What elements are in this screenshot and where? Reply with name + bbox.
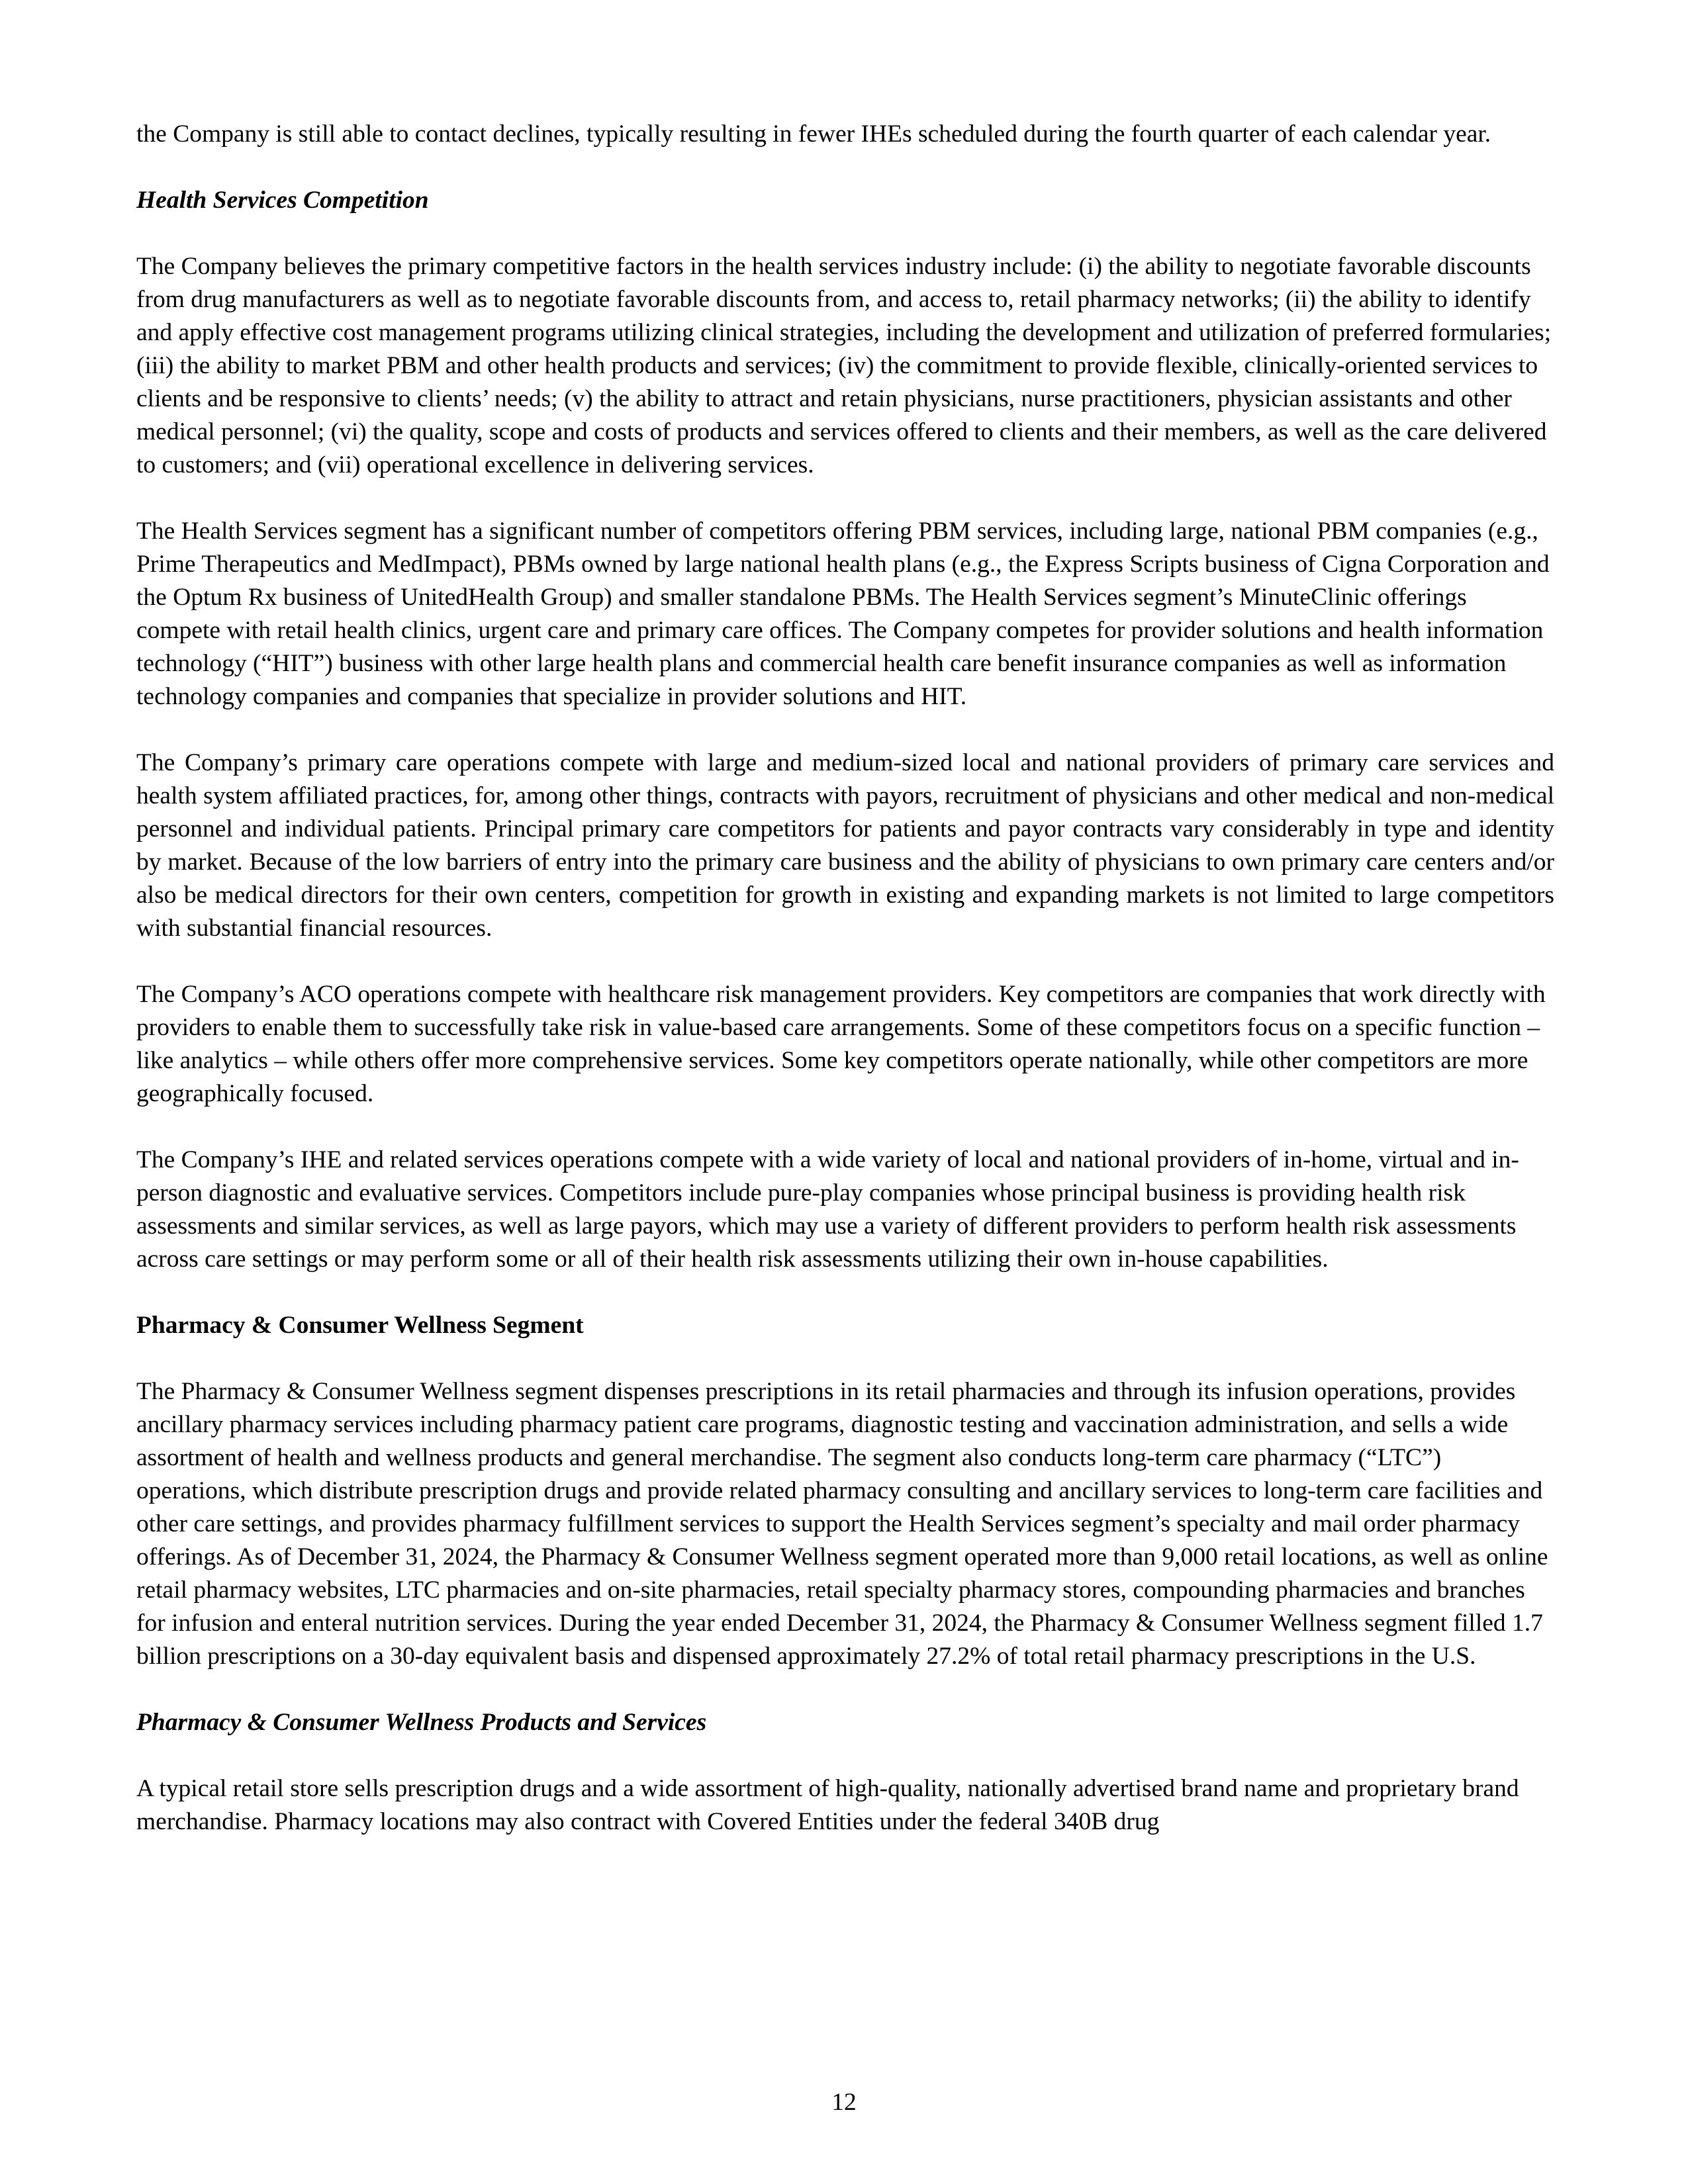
paragraph-pcw-products: A typical retail store sells prescription drugs and a wide assortment of high-quality, nationally advertised brand name and proprietary brand merchandise. Pharmacy locations may also contract with Covered Entities under the federal 340B drug (136, 1775, 1519, 1835)
document-page (136, 118, 1554, 1872)
section-heading-health-services-competition: Health Services Competition (136, 187, 429, 214)
paragraph-primary-care-competition: The Company’s primary care operations compete with large and medium-sized local and national providers of primary care services and health system affiliated practices, for, among other things, contracts with payors, recruitment of physicians and other medical and non-medical personnel and individual patients. Principal primary care competitors for patients and payor contracts vary considerably in type and identity by market. Because of the low barriers of entry into the primary care business and the ability of physicians to own primary care centers and/or also be medical directors for their own centers, competition for growth in existing and expanding markets is not limited to large competitors with substantial financial resources. (136, 749, 1554, 942)
section-heading-pcw-segment: Pharmacy & Consumer Wellness Segment (136, 1312, 584, 1339)
paragraph-competitive-factors: The Company believes the primary competitive factors in the health services industry include: (i) the ability to negotiate favorable discounts from drug manufacturers as well as to negotiate favorable discounts from, and access to, retail pharmacy networks; (ii) the ability to identify and apply effective cost management programs utilizing clinical strategies, including the development and utilization of preferred formularies; (iii) the ability to market PBM and other health products and services; (iv) the commitment to provide flexible, clinically-oriented services to clients and be responsive to clients’ needs; (v) the ability to attract and retain physicians, nurse practitioners, physician assistants and other medical personnel; (vi) the quality, scope and costs of products and services offered to clients and their members, as well as the care delivered to customers; and (vii) operational excellence in delivering services. (136, 253, 1552, 478)
paragraph-pcw-segment: The Pharmacy & Consumer Wellness segment dispenses prescriptions in its retail pharmacies and through its infusion operations, provides ancillary pharmacy services including pharmacy patient care programs, diagnostic testing and vaccination administration, and sells a wide assortment of health and wellness products and general merchandise. The segment also conducts long-term care pharmacy (“LTC”) operations, which distribute prescription drugs and provide related pharmacy consulting and ancillary services to long-term care facilities and other care settings, and provides pharmacy fulfillment services to support the Health Services segment’s specialty and mail order pharmacy offerings. As of December 31, 2024, the Pharmacy & Consumer Wellness segment operated more than 9,000 retail locations, as well as online retail pharmacy websites, LTC pharmacies and on-site pharmacies, retail specialty pharmacy stores, compounding pharmacies and branches for infusion and enteral nutrition services. During the year ended December 31, 2024, the Pharmacy & Consumer Wellness segment filled 1.7 billion prescriptions on a 30-day equivalent basis and dispensed approximately 27.2% of total retail pharmacy prescriptions in the U.S. (136, 1378, 1548, 1670)
intro-paragraph: the Company is still able to contact declines, typically resulting in fewer IHEs scheduled during the fourth quarter of each calendar year. (136, 120, 1491, 148)
paragraph-ihe-competition: The Company’s IHE and related services operations compete with a wide variety of local and national providers of in-home, virtual and in-person diagnostic and evaluative services. Competitors include pure-play companies whose principal business is providing health risk assessments and similar services, as well as large payors, which may use a variety of different providers to perform health risk assessments across care settings or may perform some or all of their health risk assessments utilizing their own in-house capabilities. (136, 1146, 1519, 1273)
page-number: 12 (831, 2089, 857, 2116)
section-heading-pcw-products: Pharmacy & Consumer Wellness Products and Services (136, 1709, 707, 1736)
paragraph-pbm-competitors: The Health Services segment has a significant number of competitors offering PBM services, including large, national PBM companies (e.g., Prime Therapeutics and MedImpact), PBMs owned by large national health plans (e.g., the Express Scripts business of Cigna Corporation and the Optum Rx business of UnitedHealth Group) and smaller standalone PBMs. The Health Services segment’s MinuteClinic offerings compete with retail health clinics, urgent care and primary care offices. The Company competes for provider solutions and health information technology (“HIT”) business with other large health plans and commercial health care benefit insurance companies as well as information technology companies and companies that specialize in provider solutions and HIT. (136, 518, 1550, 710)
paragraph-aco-competition: The Company’s ACO operations compete with healthcare risk management providers. Key competitors are companies that work directly with providers to enable them to successfully take risk in value-based care arrangements. Some of these competitors focus on a specific function – like analytics – while others offer more comprehensive services. Some key competitors operate nationally, while other competitors are more geographically focused. (136, 981, 1546, 1107)
